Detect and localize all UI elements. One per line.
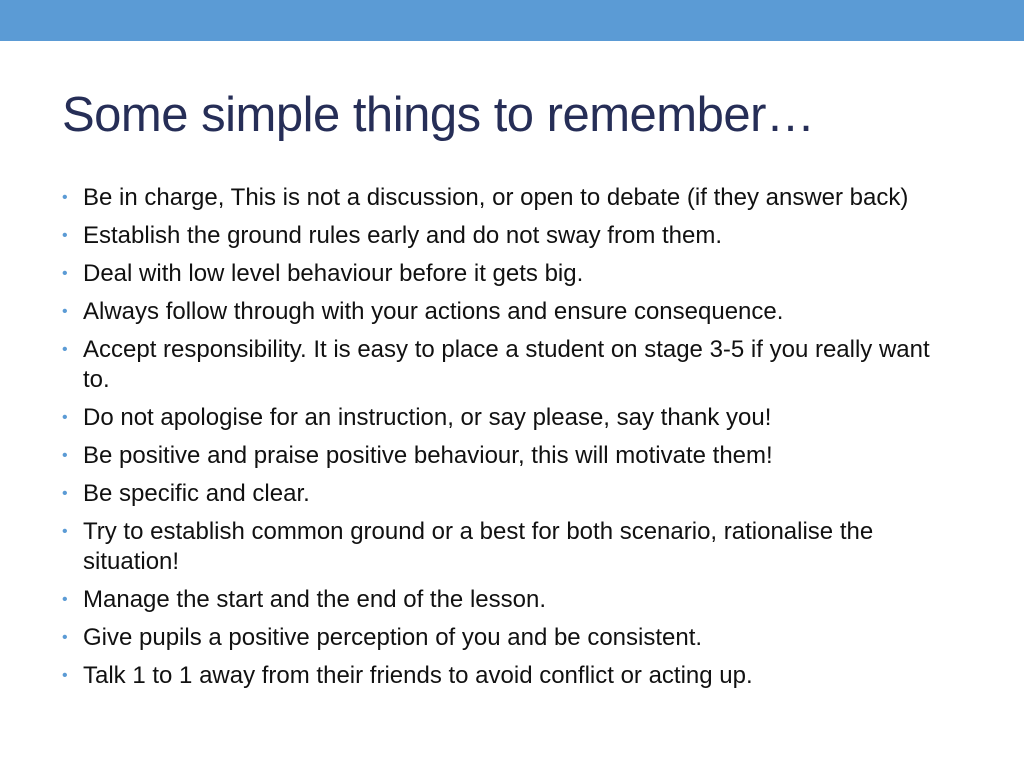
bullet-text: Deal with low level behaviour before it gets big. bbox=[83, 260, 584, 287]
bullet-icon: • bbox=[62, 667, 68, 684]
bullet-text: Be positive and praise positive behaviour, this will motivate them! bbox=[83, 442, 773, 469]
bullet-text: Accept responsibility. It is easy to place a student on stage 3-5 if you really want to. bbox=[83, 336, 930, 393]
bullet-list bbox=[62, 183, 962, 699]
bullet-item bbox=[62, 585, 962, 615]
bullet-item bbox=[62, 221, 962, 251]
bullet-text: Be specific and clear. bbox=[83, 480, 310, 507]
bullet-item bbox=[62, 183, 962, 213]
slide-title: Some simple things to remember… bbox=[62, 88, 815, 142]
bullet-icon: • bbox=[62, 265, 68, 282]
bullet-icon: • bbox=[62, 591, 68, 608]
bullet-text: Try to establish common ground or a best for both scenario, rationalise the situation! bbox=[83, 518, 874, 575]
bullet-icon: • bbox=[62, 447, 68, 464]
bullet-icon: • bbox=[62, 341, 68, 358]
bullet-text: Manage the start and the end of the lesson. bbox=[83, 586, 546, 613]
bullet-item bbox=[62, 259, 962, 289]
bullet-text: Establish the ground rules early and do not sway from them. bbox=[83, 222, 722, 249]
bullet-icon: • bbox=[62, 523, 68, 540]
bullet-icon: • bbox=[62, 629, 68, 646]
bullet-item bbox=[62, 403, 962, 433]
bullet-text: Always follow through with your actions and ensure consequence. bbox=[83, 298, 784, 325]
bullet-text: Give pupils a positive perception of you and be consistent. bbox=[83, 624, 703, 651]
top-accent-bar bbox=[0, 0, 1024, 41]
bullet-icon: • bbox=[62, 409, 68, 426]
bullet-icon: • bbox=[62, 189, 68, 206]
bullet-icon: • bbox=[62, 227, 68, 244]
bullet-item bbox=[62, 441, 962, 471]
bullet-icon: • bbox=[62, 303, 68, 320]
bullet-text: Talk 1 to 1 away from their friends to avoid conflict or acting up. bbox=[83, 662, 753, 689]
bullet-item bbox=[62, 623, 962, 653]
bullet-item bbox=[62, 661, 962, 691]
bullet-item bbox=[62, 479, 962, 509]
bullet-icon: • bbox=[62, 485, 68, 502]
bullet-item bbox=[62, 297, 962, 327]
bullet-text: Do not apologise for an instruction, or say please, say thank you! bbox=[83, 404, 772, 431]
bullet-item bbox=[62, 517, 962, 577]
bullet-text: Be in charge, This is not a discussion, or open to debate (if they answer back) bbox=[83, 184, 909, 211]
bullet-item bbox=[62, 335, 962, 395]
